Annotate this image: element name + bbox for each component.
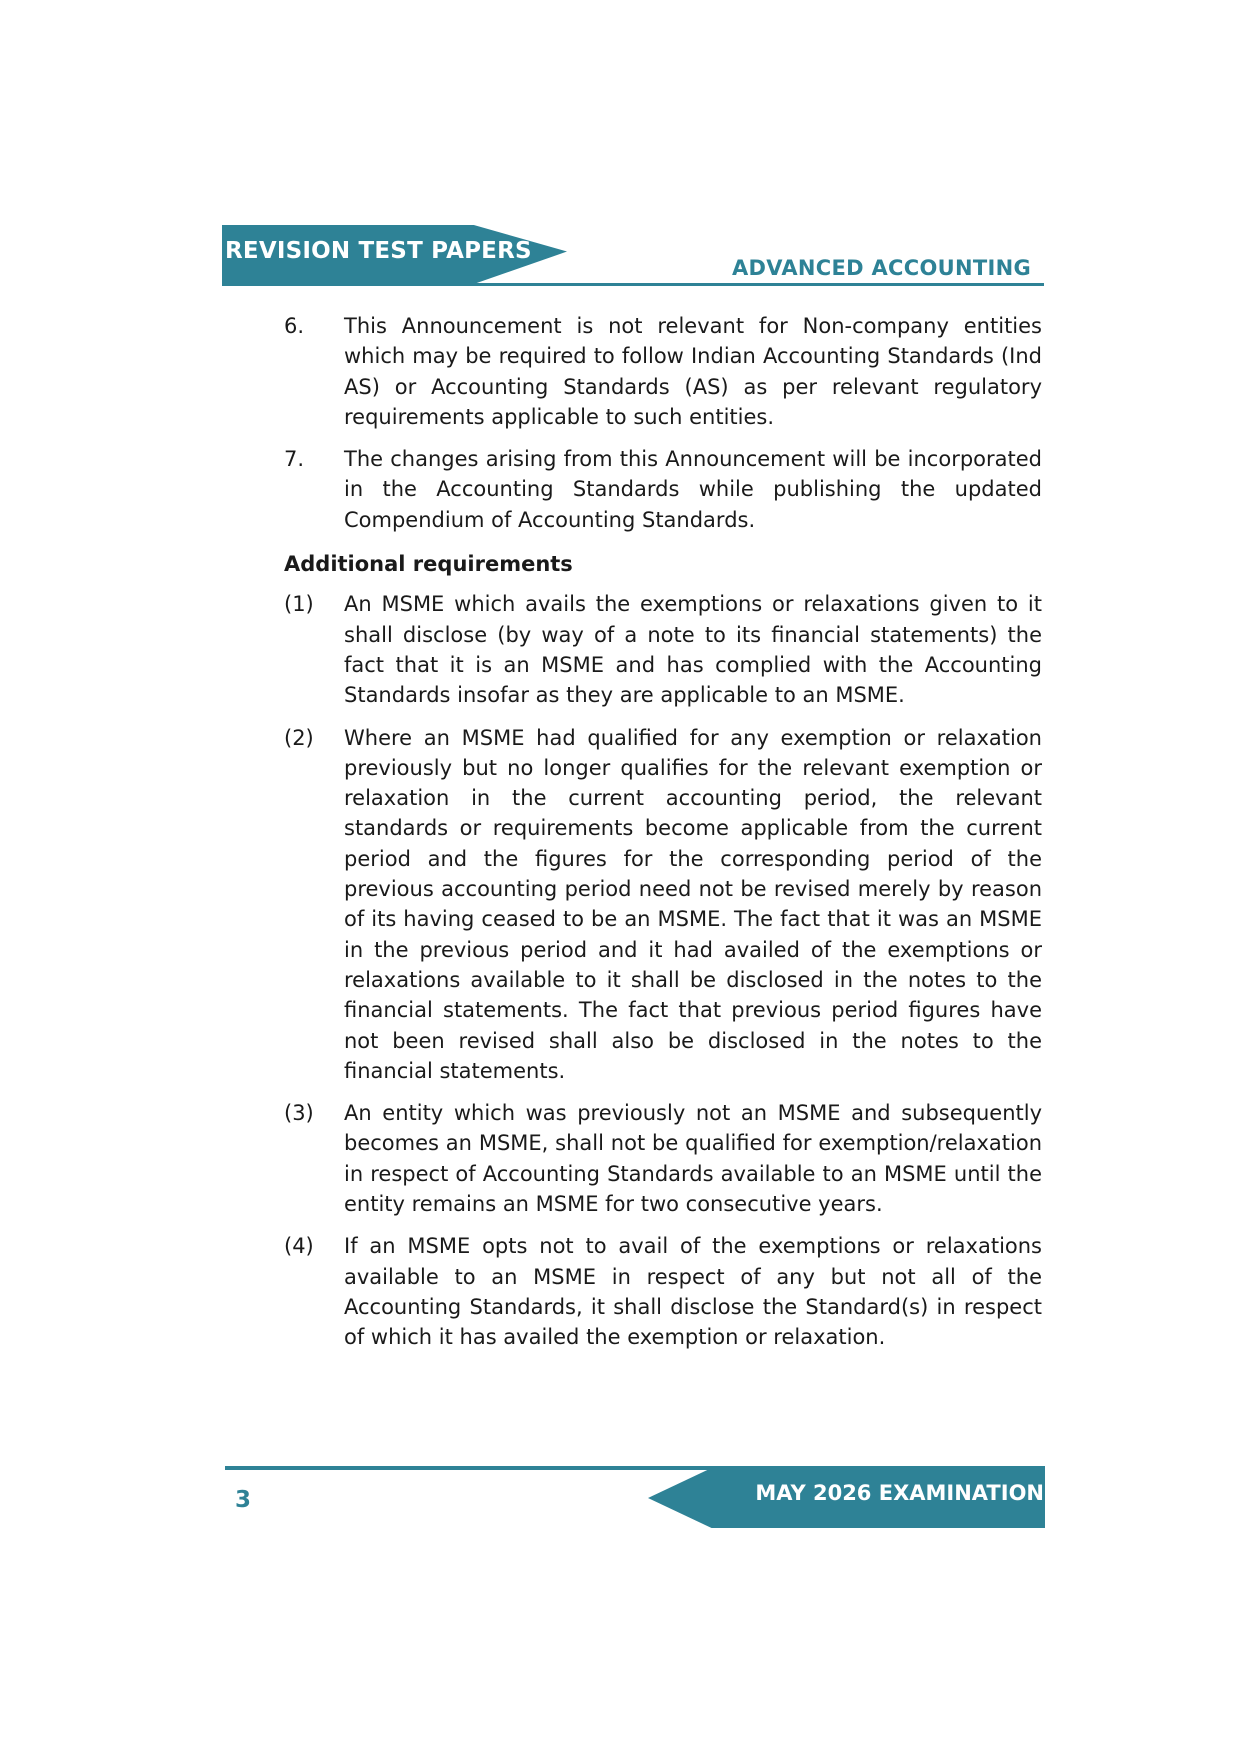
list-item (284, 1098, 1042, 1219)
item-number: 6. (284, 314, 305, 338)
item-text: The changes arising from this Announcement will be incorporated in the Accounting Standards while publishing the updated Compendium of Accounting Standards. (344, 447, 1042, 532)
item-number: (1) (284, 592, 314, 617)
item-text: An MSME which avails the exemptions or relaxations given to it shall disclose (by way of a note to its financial statements) the fact that it is an MSME and has complied with the Accounting Standards insofar as they are applicable to an MSME. (344, 592, 1042, 708)
item-number: 7. (284, 447, 305, 472)
page-content (284, 311, 1042, 1365)
item-text: This Announcement is not relevant for Non-company entities which may be required to follow Indian Accounting Standards (Ind AS) or Accounting Standards (AS) as per relevant regulatory requirements applicable to such entities. (344, 314, 1042, 429)
list-item (284, 1231, 1042, 1352)
list-item (284, 444, 1042, 535)
item-text: An entity which was previously not an MSME and subsequently becomes an MSME, shall not be qualified for exemption/relaxation in respect of Accounting Standards available to an MSME until the entity remains an MSME for two consecutive years. (344, 1101, 1042, 1217)
item-number: (4) (284, 1234, 314, 1259)
header-left-title: REVISION TEST PAPERS (225, 238, 532, 264)
item-number: (2) (284, 725, 314, 750)
item-text: If an MSME opts not to avail of the exemptions or relaxations available to an MSME in respect of any but not all of the Accounting Standards, it shall disclose the Standard(s) in respect of which it has availed the exemption or relaxation. (344, 1234, 1042, 1350)
header-right-title: ADVANCED ACCOUNTING (731, 256, 1031, 280)
header-rule (222, 283, 1044, 286)
item-number: (3) (284, 1101, 314, 1126)
page-number: 3 (235, 1487, 252, 1513)
list-item (284, 311, 1042, 432)
footer-exam-label: MAY 2026 EXAMINATION (755, 1481, 1044, 1505)
list-item (284, 589, 1042, 710)
list-item (284, 723, 1042, 1087)
section-heading: Additional requirements (284, 552, 573, 577)
item-text: Where an MSME had qualified for any exemption or relaxation previously but no longer qualifies for the relevant exemption or relaxation in the current accounting period, the relevant standards or requirements become applicable from the current period and the figures for the corresponding period of the previous accounting period need not be revised merely by reason of its having ceased to be an MSME. The fact that it was an MSME in the previous period and it had availed of the exemptions or relaxations available to it shall be disclosed in the notes to the financial statements. The fact that previous period figures have not been revised shall also be disclosed in the notes to the financial statements. (344, 725, 1042, 1083)
